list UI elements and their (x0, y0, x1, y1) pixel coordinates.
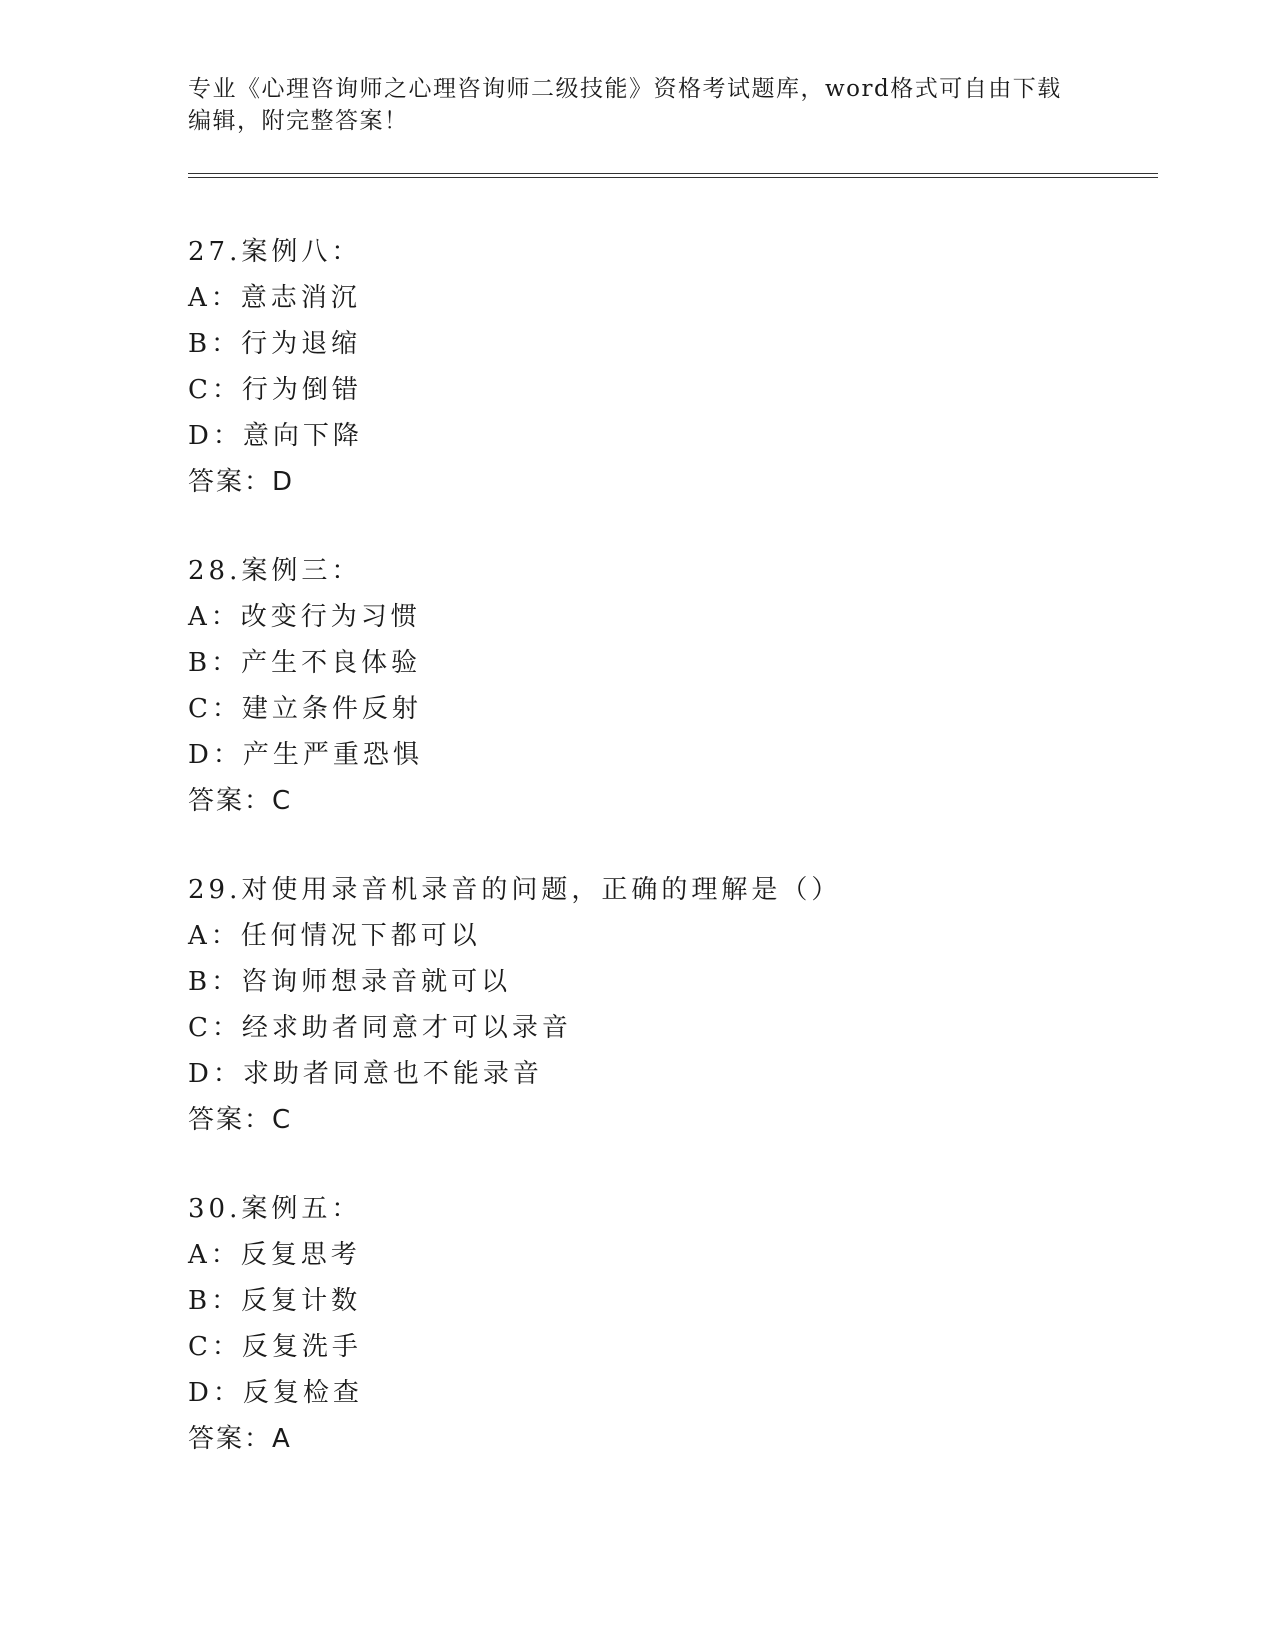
question-29 (188, 867, 841, 1143)
option-b: B：反复计数 (188, 1286, 362, 1316)
option-d: D：求助者同意也不能录音 (188, 1059, 543, 1089)
option-a: A：任何情况下都可以 (188, 921, 481, 951)
option-d: D：产生严重恐惧 (188, 740, 423, 770)
header-divider-bottom (188, 177, 1158, 178)
question-28 (188, 548, 423, 824)
header-line-2: 编辑，附完整答案！ (188, 108, 409, 134)
option-c: C：经求助者同意才可以录音 (188, 1013, 572, 1043)
document-header (188, 73, 1088, 137)
option-a: A：意志消沉 (188, 283, 361, 313)
question-title: 28.案例三： (188, 556, 362, 586)
option-d: D：意向下降 (188, 421, 363, 451)
answer: 答案：C (188, 1105, 293, 1135)
answer: 答案：A (188, 1424, 292, 1454)
answer: 答案：C (188, 786, 293, 816)
answer: 答案：D (188, 467, 295, 497)
option-b: B：行为退缩 (188, 329, 362, 359)
option-c: C：行为倒错 (188, 375, 362, 405)
question-title: 29.对使用录音机录音的问题，正确的理解是（） (188, 875, 842, 905)
option-c: C：建立条件反射 (188, 694, 422, 724)
header-divider-top (188, 173, 1158, 174)
question-title: 27.案例八： (188, 237, 362, 267)
option-d: D：反复检查 (188, 1378, 363, 1408)
option-b: B：咨询师想录音就可以 (188, 967, 512, 997)
question-30 (188, 1186, 363, 1462)
option-a: A：改变行为习惯 (188, 602, 421, 632)
header-line-1: 专业《心理咨询师之心理咨询师二级技能》资格考试题库，word格式可自由下载 (188, 76, 1062, 102)
option-b: B：产生不良体验 (188, 648, 422, 678)
question-27 (188, 229, 363, 505)
question-title: 30.案例五： (188, 1194, 362, 1224)
option-c: C：反复洗手 (188, 1332, 362, 1362)
option-a: A：反复思考 (188, 1240, 361, 1270)
